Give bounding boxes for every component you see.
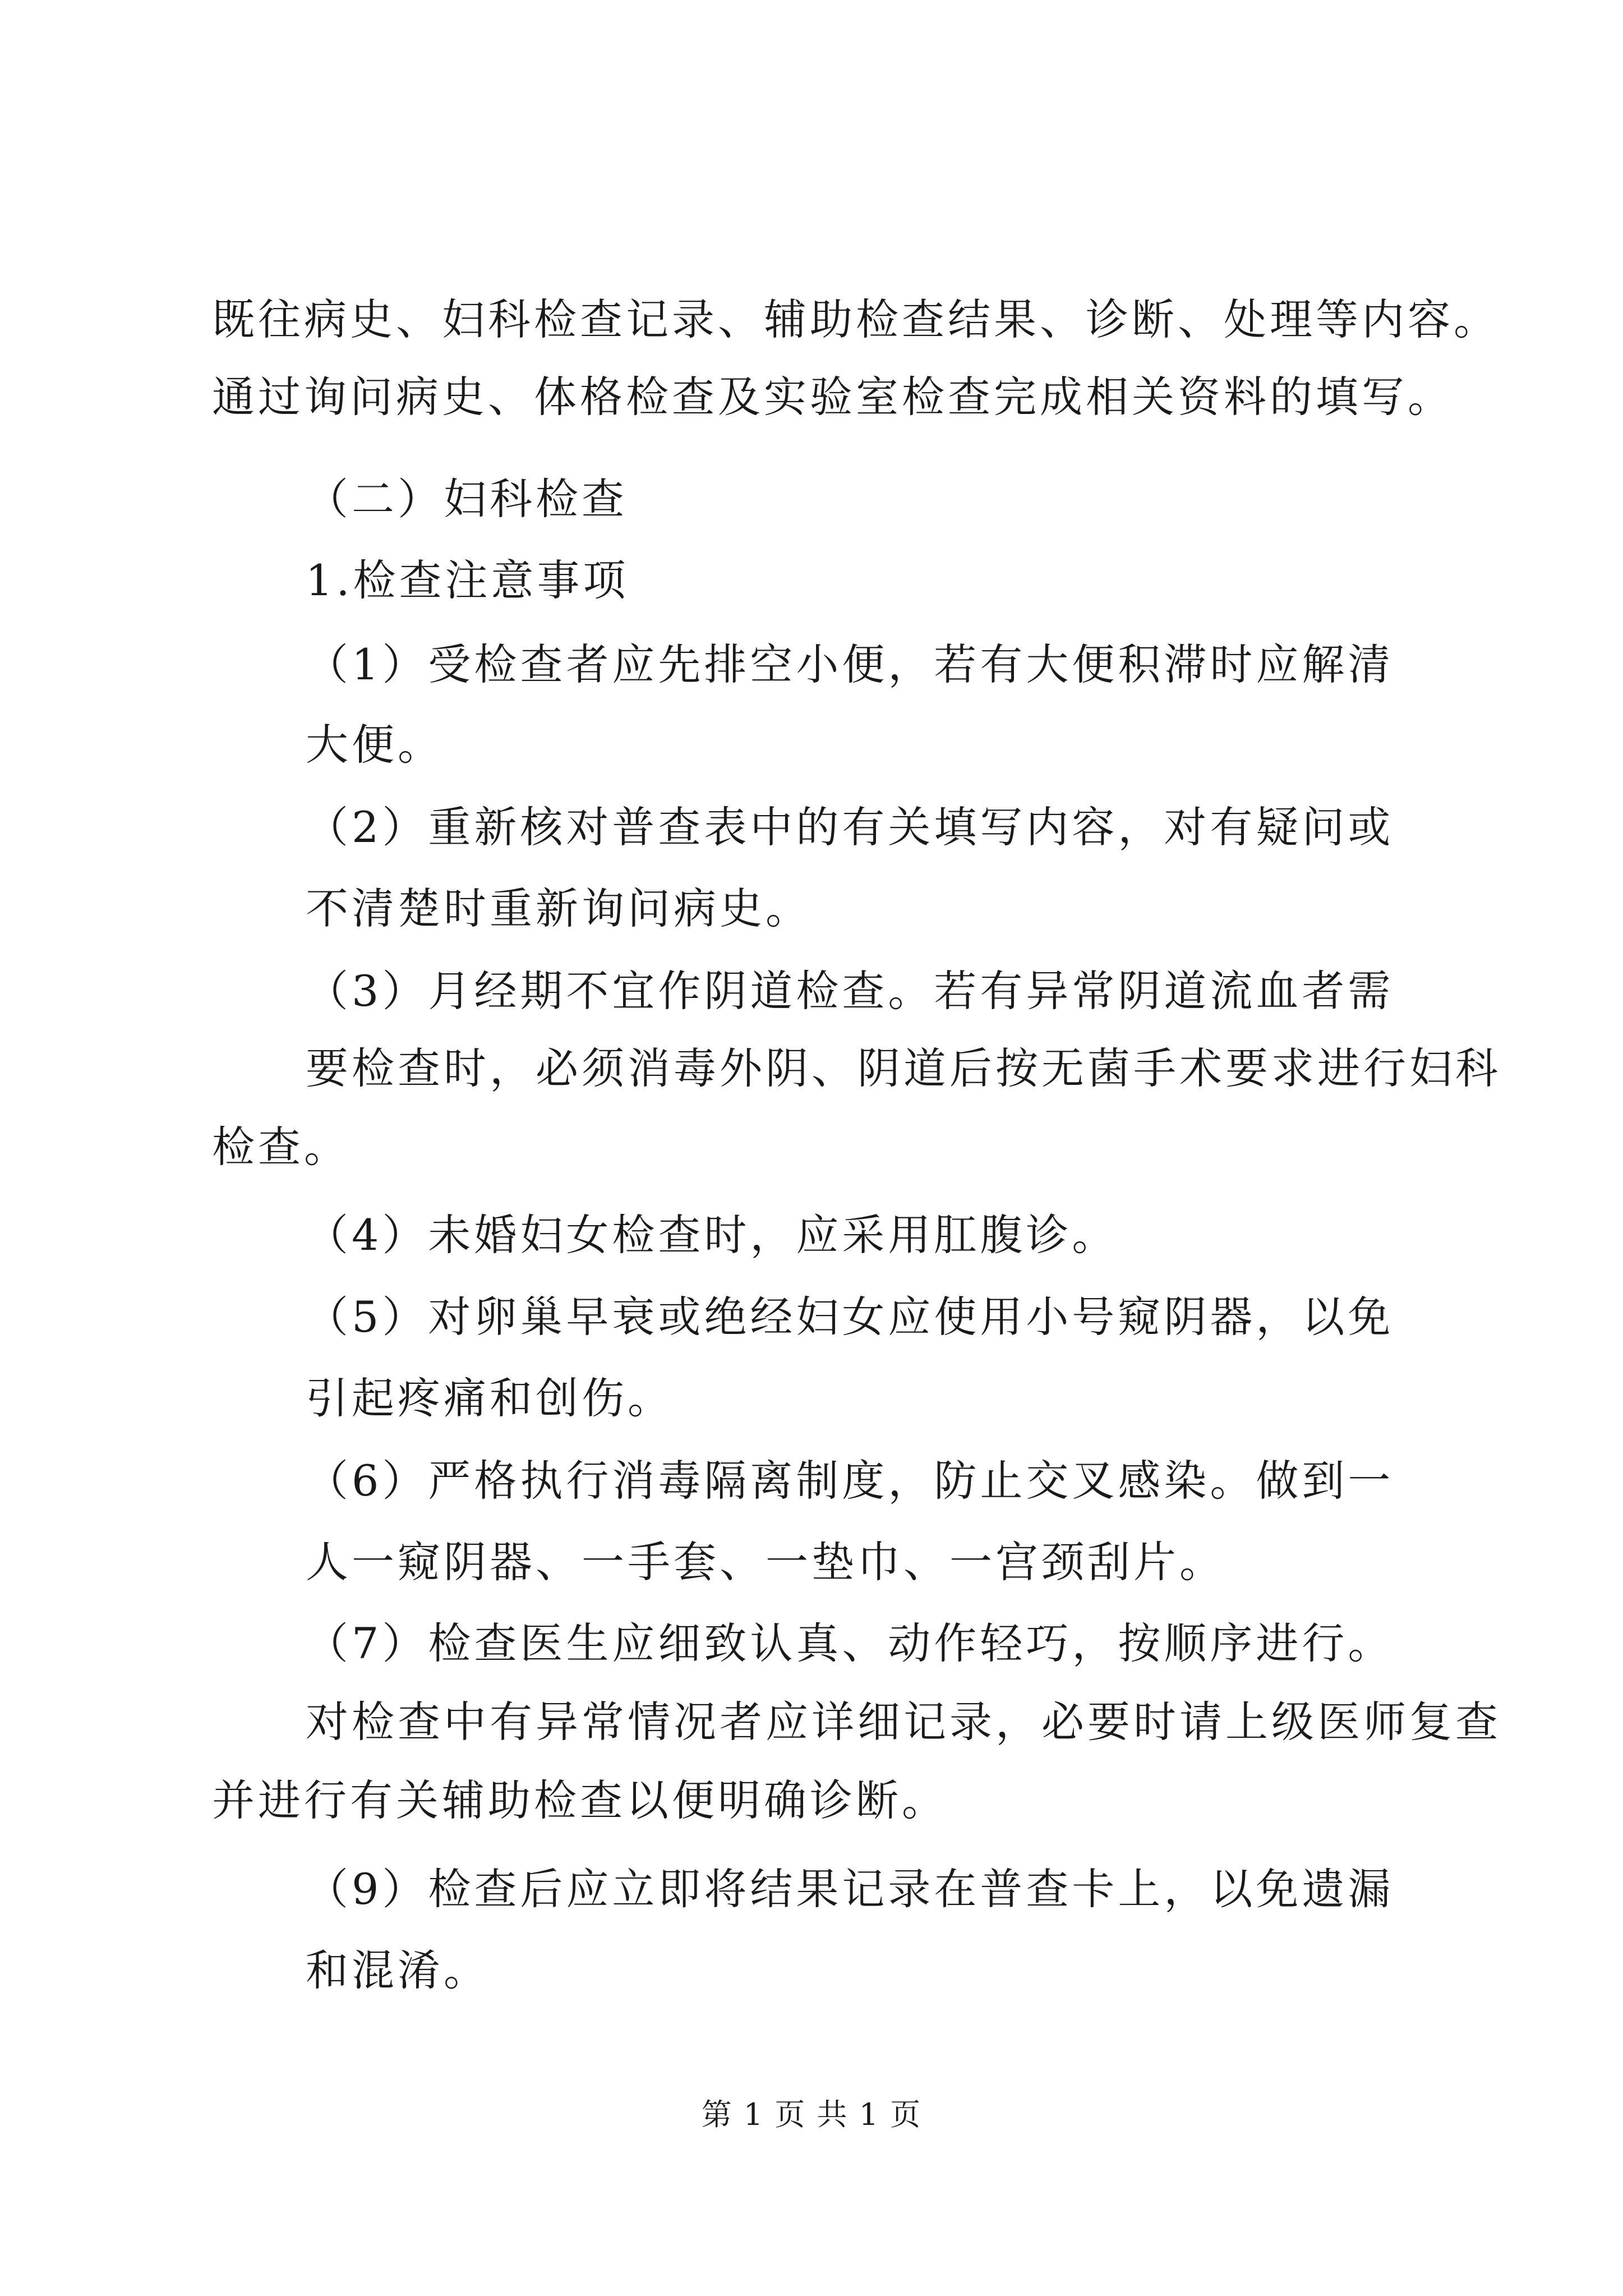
text-line: （5）对卵巢早衰或绝经妇女应使用小号窥阴器，以免	[306, 1292, 1394, 1342]
text-line: 通过询问病史、体格检查及实验室检查完成相关资料的填写。	[212, 372, 1454, 422]
text-line: （4）未婚妇女检查时，应采用肛腹诊。	[306, 1210, 1118, 1260]
text-line: （9）检查后应立即将结果记录在普查卡上，以免遗漏	[306, 1864, 1394, 1914]
text-line: 不清楚时重新询问病史。	[306, 884, 811, 933]
text-line: 和混淆。	[306, 1945, 490, 1995]
text-line: （3）月经期不宜作阴道检查。若有异常阴道流血者需	[306, 966, 1394, 1016]
text-line: （1）受检查者应先排空小便，若有大便积滞时应解清	[306, 639, 1394, 689]
subsection-heading: 1.检查注意事项	[306, 555, 629, 605]
text-line: 人一窥阴器、一手套、一垫巾、一宫颈刮片。	[306, 1537, 1225, 1587]
text-line: 既往病史、妇科检查记录、辅助检查结果、诊断、处理等内容。	[212, 295, 1500, 344]
text-line: （6）严格执行消毒隔离制度，防止交叉感染。做到一	[306, 1456, 1394, 1506]
text-line: 检查。	[212, 1122, 350, 1172]
section-heading: （二）妇科检查	[306, 474, 628, 524]
text-line: 对检查中有异常情况者应详细记录，必要时请上级医师复查	[306, 1697, 1501, 1747]
text-line: （2）重新核对普查表中的有关填写内容，对有疑问或	[306, 802, 1394, 852]
text-line: 要检查时，必须消毒外阴、阴道后按无菌手术要求进行妇科	[306, 1043, 1501, 1093]
page-footer: 第 1 页 共 1 页	[701, 2097, 922, 2132]
text-line: 并进行有关辅助检查以便明确诊断。	[212, 1775, 948, 1825]
text-line: （7）检查医生应细致认真、动作轻巧，按顺序进行。	[306, 1618, 1394, 1668]
text-line: 大便。	[306, 720, 444, 770]
text-line: 引起疼痛和创伤。	[306, 1373, 674, 1423]
